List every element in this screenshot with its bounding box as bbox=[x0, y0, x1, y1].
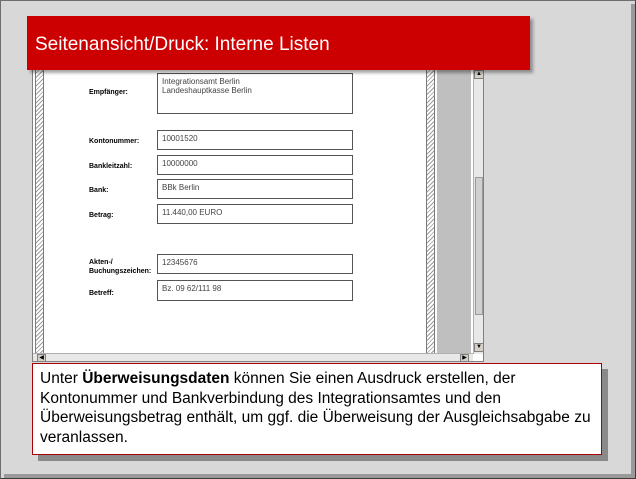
page-margin-right bbox=[426, 57, 435, 354]
field-recipient-line-2: Landeshauptkasse Berlin bbox=[162, 86, 252, 95]
caption-text-pre: Unter bbox=[40, 370, 83, 387]
field-amount: 11.440,00 EURO bbox=[157, 204, 353, 224]
frame-shadow-bottom bbox=[4, 474, 635, 478]
field-recipient bbox=[157, 73, 353, 114]
scroll-up-icon[interactable]: ▲ bbox=[474, 70, 484, 79]
field-label-amount: Betrag: bbox=[89, 212, 114, 219]
slide-title: Seitenansicht/Druck: Interne Listen bbox=[35, 34, 330, 55]
horizontal-scrollbar[interactable] bbox=[33, 353, 473, 362]
field-label-subject: Betreff: bbox=[89, 290, 114, 297]
field-label-bank: Bank: bbox=[89, 187, 109, 194]
field-bank: BBk Berlin bbox=[157, 179, 353, 199]
scroll-right-icon[interactable]: ▶ bbox=[460, 354, 469, 362]
scroll-down-icon[interactable]: ▼ bbox=[474, 343, 484, 352]
print-preview-screenshot bbox=[32, 56, 484, 362]
page-margin-left bbox=[35, 57, 44, 354]
caption-text-post: können Sie einen Ausdruck erstellen, der Kontonummer und Bankverbindung des Integrationsamtes und den Überweisungsbetrag enthält, um ggf. die Überweisung der Ausgleichsabgabe zu veranlassen. bbox=[40, 370, 591, 446]
field-label-bank-code: Bankleitzahl: bbox=[89, 163, 133, 170]
vertical-scroll-thumb[interactable] bbox=[475, 177, 483, 315]
field-bank-code: 10000000 bbox=[157, 155, 353, 175]
slide-title-bar bbox=[27, 16, 530, 70]
field-label-account-number: Kontonummer: bbox=[89, 138, 140, 145]
field-account-number: 10001520 bbox=[157, 130, 353, 150]
preview-background bbox=[437, 57, 471, 354]
field-label-file-reference bbox=[89, 258, 151, 276]
field-label-recipient: Empfänger: bbox=[89, 89, 128, 96]
caption-box bbox=[32, 363, 602, 455]
field-recipient-line-1: Integrationsamt Berlin bbox=[162, 77, 240, 86]
field-label-file-reference-line-2: Buchungszeichen: bbox=[89, 268, 152, 275]
frame-shadow-right bbox=[631, 4, 635, 478]
vertical-scrollbar[interactable] bbox=[473, 57, 484, 354]
field-file-reference: 12345676 bbox=[157, 254, 353, 274]
field-label-file-reference-line-1: Akten-/ bbox=[89, 259, 113, 266]
scroll-left-icon[interactable]: ◀ bbox=[37, 354, 46, 362]
field-subject: Bz. 09 62/111 98 bbox=[157, 280, 353, 301]
caption-text-bold: Überweisungsdaten bbox=[82, 370, 230, 387]
